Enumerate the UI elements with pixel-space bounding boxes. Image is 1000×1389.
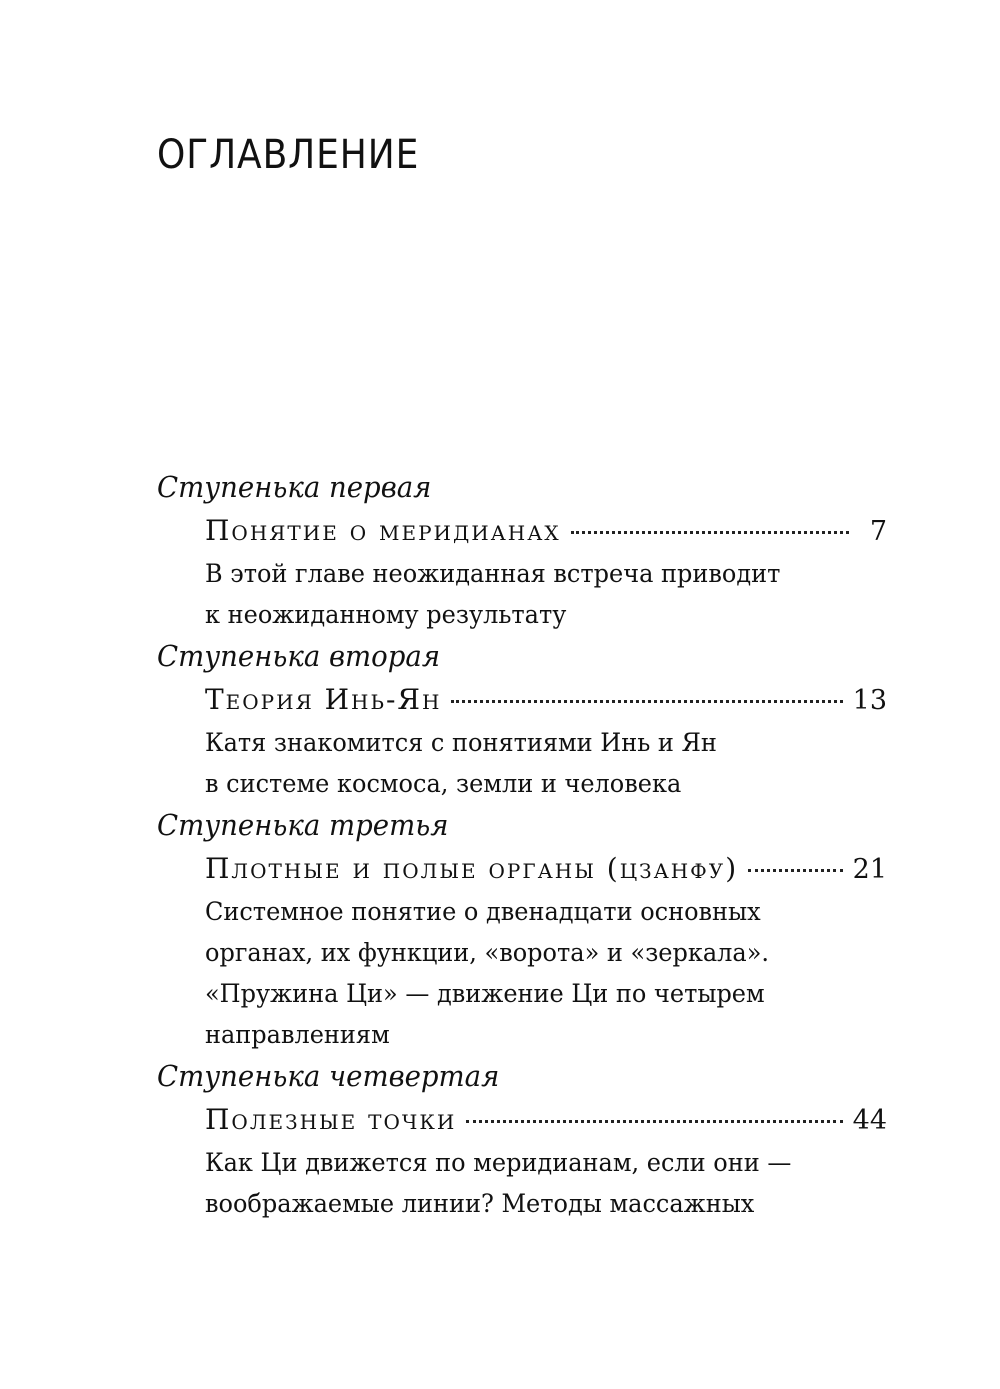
table-of-contents xyxy=(157,466,887,1224)
page-number: 21 xyxy=(852,854,887,885)
toc-entry xyxy=(157,804,887,1055)
chapter-description xyxy=(205,891,845,1055)
chapter-link[interactable] xyxy=(205,508,887,553)
chapter-link[interactable] xyxy=(205,677,887,722)
chapter-title: Понятие о меридианах xyxy=(205,514,561,547)
chapter-link[interactable] xyxy=(205,846,887,891)
description-line: воображаемые линии? Методы массажных xyxy=(205,1189,755,1218)
page-title: ОГЛАВЛЕНИЕ xyxy=(157,132,420,178)
toc-entry xyxy=(157,466,887,635)
description-line: к неожиданному результату xyxy=(205,600,567,629)
chapter-description xyxy=(205,553,845,635)
description-line: органах, их функции, «ворота» и «зеркала». xyxy=(205,938,770,967)
description-line: Как Ци движется по меридианам, если они — xyxy=(205,1148,792,1177)
part-label: Ступенька вторая xyxy=(157,639,441,673)
chapter-title: Плотные и полые органы (цзанфу) xyxy=(205,852,739,885)
dot-leader xyxy=(466,1120,842,1123)
description-line: «Пружина Ци» — движение Ци по четырем xyxy=(205,979,765,1008)
page-number: 13 xyxy=(852,685,887,716)
chapter-title: Полезные точки xyxy=(205,1103,457,1136)
description-line: в системе космоса, земли и человека xyxy=(205,769,682,798)
part-label: Ступенька первая xyxy=(157,470,432,504)
toc-entry xyxy=(157,635,887,804)
part-label: Ступенька четвертая xyxy=(157,1059,500,1093)
dot-leader xyxy=(451,700,842,703)
chapter-link[interactable] xyxy=(205,1097,887,1142)
description-line: В этой главе неожиданная встреча приводит xyxy=(205,559,781,588)
part-label: Ступенька третья xyxy=(157,808,449,842)
description-line: Системное понятие о двенадцати основных xyxy=(205,897,761,926)
dot-leader xyxy=(748,869,842,872)
chapter-description xyxy=(205,1142,845,1224)
toc-entry xyxy=(157,1055,887,1224)
description-line: направлениям xyxy=(205,1020,390,1049)
description-line: Катя знакомится с понятиями Инь и Ян xyxy=(205,728,717,757)
chapter-description xyxy=(205,722,845,804)
page-number: 44 xyxy=(852,1105,887,1136)
page-number: 7 xyxy=(869,516,887,547)
chapter-title: Теория Инь-Ян xyxy=(205,683,442,716)
dot-leader xyxy=(571,531,849,534)
